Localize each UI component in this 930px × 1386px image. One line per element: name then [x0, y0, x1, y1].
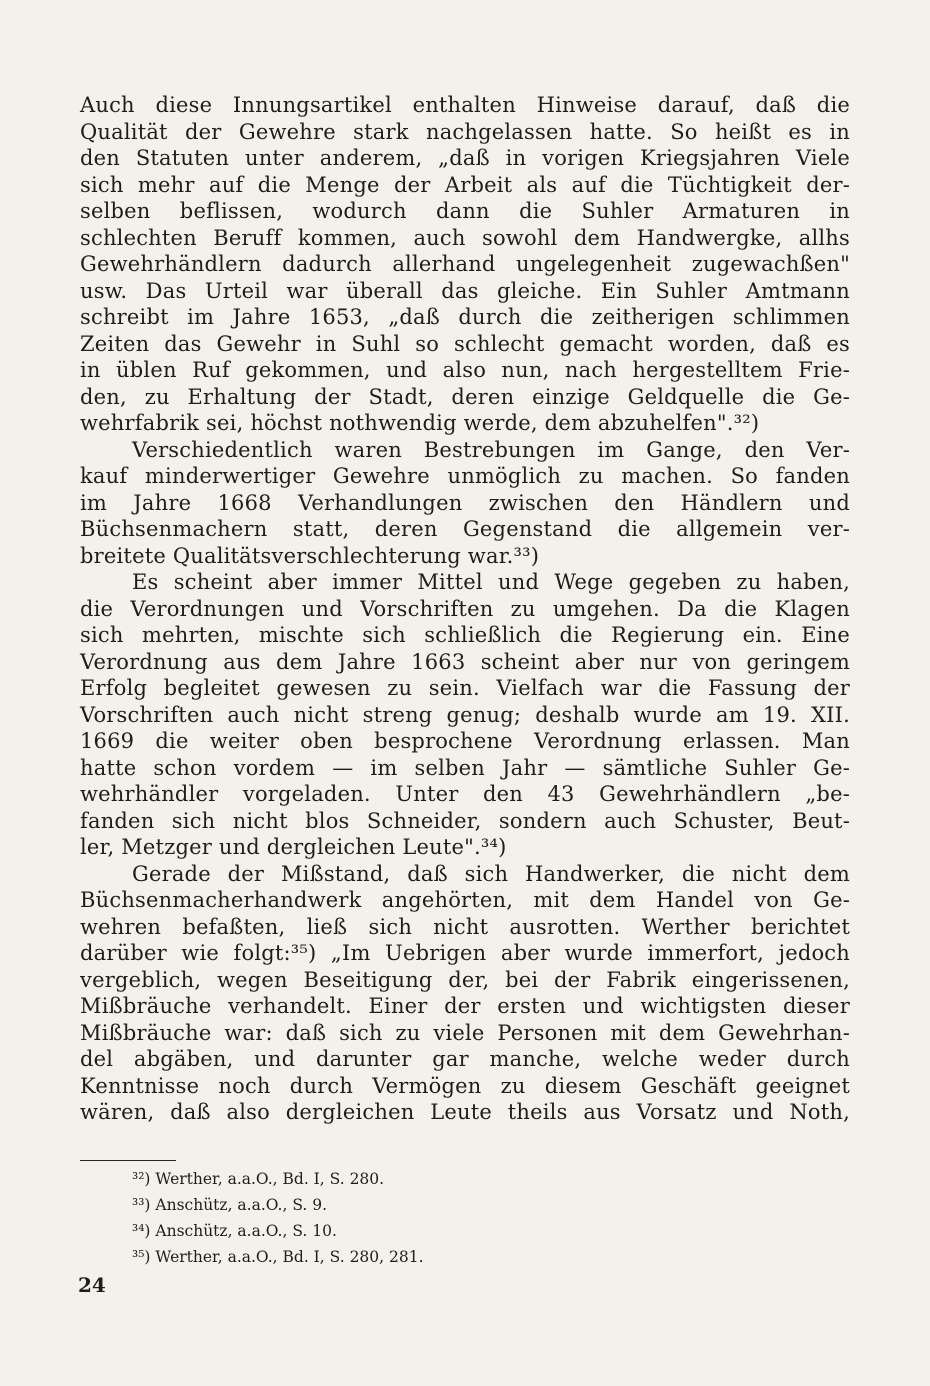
text-line: Erfolg begleitet gewesen zu sein. Vielfach war die Fassung der	[80, 676, 850, 700]
text-line: Qualität der Gewehre stark nachgelassen hatte. So heißt es in	[80, 119, 850, 144]
text-line: selben beflissen, wodurch dann die Suhler Armaturen in	[80, 199, 850, 223]
text-line: wehrfabrik sei, höchst nothwendig werde, dem abzuhelfen".³²)	[80, 411, 760, 435]
text-line: in üblen Ruf gekommen, und also nun, nach hergestelltem Frie-	[80, 358, 850, 382]
page-number: 24	[78, 1273, 106, 1297]
text-line: Gerade der Mißstand, daß sich Handwerker, die nicht dem	[132, 861, 850, 886]
text-line: darüber wie folgt:³⁵) „Im Uebrigen aber wurde immerfort, jedoch	[80, 941, 850, 965]
text-line: Verordnung aus dem Jahre 1663 scheint aber nur von geringem	[80, 649, 850, 674]
footnote: ³⁴) Anschütz, a.a.O., S. 10.	[132, 1222, 337, 1240]
text-line: Mißbräuche war: daß sich zu viele Personen mit dem Gewehrhan-	[80, 1020, 850, 1045]
text-line: Gewehrhändlern dadurch allerhand ungelegenheit zugewachßen"	[80, 252, 850, 276]
text-line: im Jahre 1668 Verhandlungen zwischen den Händlern und	[80, 490, 850, 515]
text-line: 1669 die weiter oben besprochene Verordnung erlassen. Man	[80, 729, 850, 753]
text-line: hatte schon vordem — im selben Jahr — sämtliche Suhler Ge-	[80, 755, 850, 780]
text-line: wehren befaßten, ließ sich nicht ausrotten. Werther berichtet	[80, 914, 850, 939]
text-line: vergeblich, wegen Beseitigung der, bei der Fabrik eingerissenen,	[80, 967, 850, 992]
text-line: fanden sich nicht blos Schneider, sondern auch Schuster, Beut-	[80, 808, 850, 833]
body-text	[80, 92, 850, 1126]
text-line: sich mehrten, mischte sich schließlich die Regierung ein. Eine	[80, 623, 850, 647]
text-line: den Statuten unter anderem, „daß in vorigen Kriegsjahren Viele	[80, 146, 850, 170]
text-line: wären, daß also dergleichen Leute theils aus Vorsatz und Noth,	[80, 1100, 850, 1124]
text-line: Verschiedentlich waren Bestrebungen im Gange, den Ver-	[132, 437, 850, 462]
text-line: Kenntnisse noch durch Vermögen zu diesem Geschäft geeignet	[80, 1073, 850, 1098]
text-line: schreibt im Jahre 1653, „daß durch die zeitherigen schlimmen	[80, 305, 850, 329]
footnote: ³⁵) Werther, a.a.O., Bd. I, S. 280, 281.	[132, 1248, 424, 1266]
text-line: usw. Das Urteil war überall das gleiche. Ein Suhler Amtmann	[80, 278, 850, 303]
text-line: den, zu Erhaltung der Stadt, deren einzige Geldquelle die Ge-	[80, 384, 850, 409]
text-line: Es scheint aber immer Mittel und Wege gegeben zu haben,	[132, 570, 850, 594]
text-line: kauf minderwertiger Gewehre unmöglich zu machen. So fanden	[80, 464, 850, 488]
text-line: del abgäben, und darunter gar manche, welche weder durch	[80, 1047, 850, 1071]
footnotes	[132, 1166, 732, 1270]
text-line: Zeiten das Gewehr in Suhl so schlecht gemacht worden, daß es	[80, 331, 850, 356]
footnote: ³²) Werther, a.a.O., Bd. I, S. 280.	[132, 1170, 385, 1188]
footnote-separator	[80, 1160, 176, 1161]
footnote: ³³) Anschütz, a.a.O., S. 9.	[132, 1196, 328, 1214]
text-line: sich mehr auf die Menge der Arbeit als auf die Tüchtigkeit der-	[80, 172, 850, 197]
text-line: Mißbräuche verhandelt. Einer der ersten und wichtigsten dieser	[80, 994, 850, 1018]
text-line: breitete Qualitätsverschlechterung war.³³)	[80, 543, 540, 568]
text-line: Büchsenmacherhandwerk angehörten, mit dem Handel von Ge-	[80, 888, 850, 912]
text-line: die Verordnungen und Vorschriften zu umgehen. Da die Klagen	[80, 596, 850, 621]
text-line: Vorschriften auch nicht streng genug; deshalb wurde am 19. XII.	[80, 702, 850, 727]
text-line: ler, Metzger und dergleichen Leute".³⁴)	[80, 835, 507, 859]
text-line: Auch diese Innungsartikel enthalten Hinweise darauf, daß die	[80, 93, 850, 117]
text-line: Büchsenmachern statt, deren Gegenstand die allgemein ver-	[80, 517, 850, 541]
text-line: schlechten Beruff kommen, auch sowohl dem Handwergke, allhs	[80, 225, 850, 250]
text-line: wehrhändler vorgeladen. Unter den 43 Gewehrhändlern „be-	[80, 782, 850, 806]
